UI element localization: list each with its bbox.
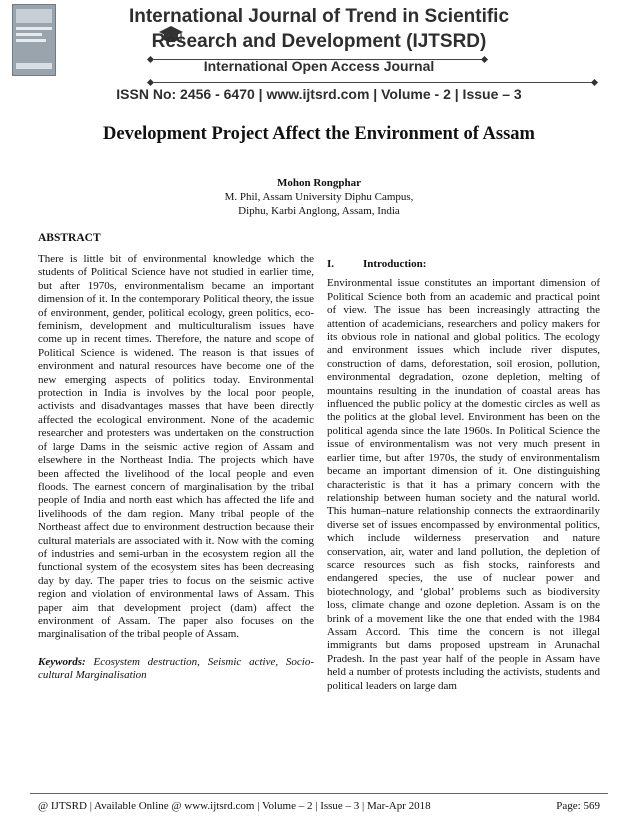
keywords-label: Keywords: xyxy=(38,655,86,668)
journal-header xyxy=(0,0,638,120)
paper-title: Development Project Affect the Environment of Assam xyxy=(103,124,535,144)
abstract-column xyxy=(38,253,314,683)
introduction-column xyxy=(327,258,600,693)
author-address: Diphu, Karbi Anglong, Assam, India xyxy=(238,205,400,218)
keywords-text: Ecosystem destruction, Seismic active, Socio-cultural Marginalisation xyxy=(38,655,315,682)
footer-rule xyxy=(30,793,608,794)
introduction-heading xyxy=(327,258,600,271)
open-access-label: International Open Access Journal xyxy=(203,58,435,74)
author-affiliation: M. Phil, Assam University Diphu Campus, xyxy=(224,191,414,204)
section-number: I. xyxy=(327,258,335,270)
abstract-heading: ABSTRACT xyxy=(38,232,101,244)
keywords-line xyxy=(38,656,314,683)
rule-ornament xyxy=(591,79,598,86)
author-block xyxy=(0,176,638,219)
section-title: Introduction: xyxy=(363,258,427,270)
issn-line: ISSN No: 2456 - 6470 | www.ijtsrd.com | Volume - 2 | Issue – 3 xyxy=(116,86,522,102)
rule-ornament xyxy=(147,79,154,86)
journal-name-line-2: Research and Development (IJTSRD) xyxy=(151,31,487,52)
page-number: Page: 569 xyxy=(556,800,600,812)
footer-citation: @ IJTSRD | Available Online @ www.ijtsrd.com | Volume – 2 | Issue – 3 | Mar-Apr 2018 xyxy=(38,800,431,812)
introduction-text: Environmental issue constitutes an important dimension of Political Science both from an academic and practical point of view. The issue has been increasingly attracting the attention of academicians, researchers and policy makers for its obvious role in national and global politics. The ecology and environment issues which include river disputes, construction of dams, deforestation, soil erosion, pollution, environmental degradation, ozone depletion, melting of mountains resulting in the inundation of coastal areas has influenced the public policy at the domestic circles as well as the politics at the global level. Environment has been on the political agenda since the late 1960s. In Political Science the issue of environmentalism was not very much present in earlier time, but after 1970s, the study of environmentalism became an important dimension of it. One distinguishing characteristic is that it has a primary concern with the relationship between human society and the natural world. This human–nature relationship connects the extraordinarily diverse set of issues encompassed by environmental politics, which include wilderness preservation and nature conservation, air, water and land pollution, the depletion of scarce resources such as fish stocks, rainforests and endangered species, the use of nuclear power and biotechnology, and ‘global’ problems such as biodiversity loss, climate change and ozone depletion. Assam is on the brink of a movement like the one that ended with the 1984 Assam Accord. This time the concern is not illegal immigrants but dams proposed upstream in Arunachal Pradesh. In the past year half of the people in Assam have held a number of protests including the activists, students and political leaders on large dam xyxy=(327,277,600,692)
header-rule xyxy=(154,82,594,83)
author-name: Mohon Rongphar xyxy=(276,177,362,189)
journal-name-line-1: International Journal of Trend in Scientific xyxy=(128,6,510,27)
abstract-text: There is little bit of environmental knowledge which the students of Political Science have not studied in earlier time, but after 1970s, environmentalism became an important dimension of it. In the contemporary Political theory, the issue of environment, gender, political ecology, green politics, eco-feminism, development and multiculturalism issues have come up in recent times. Therefore, the nature and scope of Political Science is widened. The reason is that issues of environment and natural resources have become one of the new emerging aspects of politics today. Environmental protection in India is involves by the local poor people, activists and disadvantages masses that have been directly affected the ecological environment. None of the academic researcher and protesters was undertaken on the construction of large Dams in the seismic active region of Assam and elsewhere in the Northeast India. The projects which have been affected the livelihood of the local people and even floods. The earnest concern of marginalisation by the tribal people of India and north east which has affected the life and livelihoods of the dam region. Many tribal people of the Northeast affect due to environment destruction because their cultural materials are associated with it. Now with the coming of industries and semi-urban in the ecosystem region all the functional system of the ecosystem sites has been decreasing day by day. The paper tries to focus on the seismic active region and violation of environmental laws of Assam. This paper aim that development project (dam) affect the environment of Assam. The paper also focuses on the marginalisation of the tribal people of Assam. xyxy=(38,253,314,641)
